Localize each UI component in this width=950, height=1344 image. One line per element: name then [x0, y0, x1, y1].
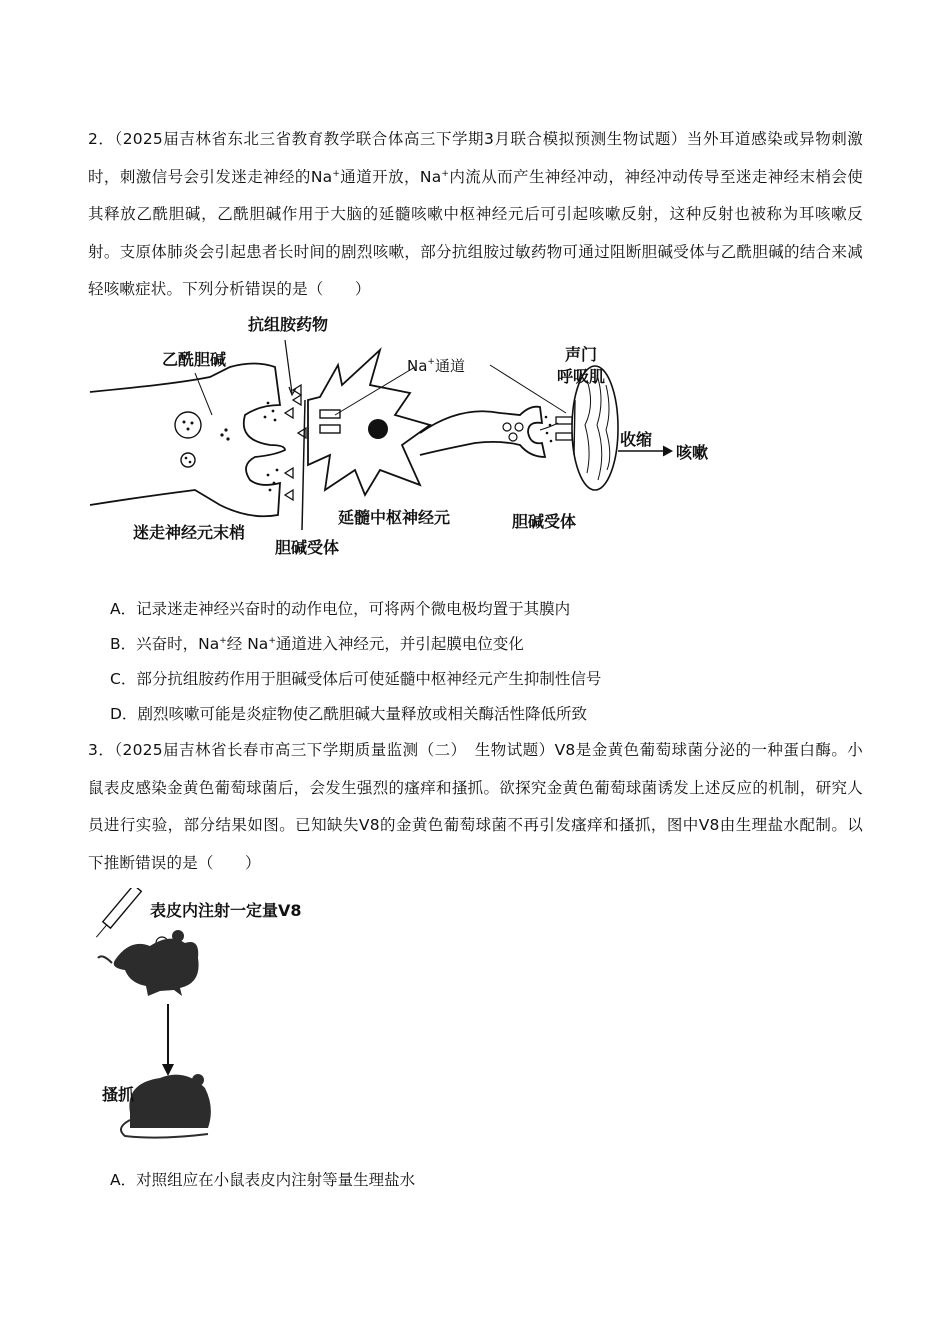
- medulla-neuron-label: 延髓中枢神经元: [338, 508, 451, 527]
- q2-option-b: B．兴奋时，Na+经 Na+通道进入神经元，并引起膜电位变化: [110, 635, 524, 653]
- q2-stem: 2．（2025届吉林省东北三省教育教学联合体高三下学期3月联合模拟预测生物试题）当外耳道感染或异物刺激时，刺激信号会引发迷走神经的Na+通道开放，Na+内流从而产生神经冲动，神经冲动传导至迷走神经末梢会使其释放乙酰胆碱，乙酰胆碱作用于大脑的延髓咳嗽中枢神经元后可引起咳嗽反射，这种反射也被称为耳咳嗽反射。支原体肺炎会引起患者长时间的剧烈咳嗽，部分抗组胺过敏药物可通过阻断胆碱受体与乙酰胆碱的结合来减轻咳嗽症状。下列分析错误的是（ ）: [88, 130, 864, 298]
- receptor-left-label: 胆碱受体: [275, 538, 340, 557]
- scratch-label: 搔抓: [102, 1085, 135, 1104]
- q3-stem: 3．（2025届吉林省长春市高三下学期质量监测（二） 生物试题）V8是金黄色葡萄球菌分泌的一种蛋白酶。小鼠表皮感染金黄色葡萄球菌后，会发生强烈的瘙痒和搔抓。欲探究金黄色葡萄球菌诱发上述反应的机制，研究人员进行实验，部分结果如图。已知缺失V8的金黄色葡萄球菌不再引发瘙痒和搔抓，图中V8由生理盐水配制。以下推断错误的是（ ）: [88, 741, 863, 872]
- q3-mouse-diagram: [90, 888, 350, 1143]
- injection-label: 表皮内注射一定量V8: [150, 901, 302, 920]
- q2-option-c: C．部分抗组胺药作用于胆碱受体后可使延髓中枢神经元产生抑制性信号: [110, 670, 602, 688]
- q3-option-a: A．对照组应在小鼠表皮内注射等量生理盐水: [110, 1171, 416, 1189]
- q2-number: 2．: [88, 130, 115, 148]
- antihistamine-label: 抗组胺药物: [248, 315, 329, 334]
- glottis-label: 声门: [565, 345, 598, 364]
- na-channel-label: Na+通道: [407, 357, 465, 375]
- q2-option-d: D．剧烈咳嗽可能是炎症物使乙酰胆碱大量释放或相关酶活性降低所致: [110, 705, 587, 723]
- q3-source: （2025届吉林省长春市高三下学期质量监测（二） 生物试题）: [114, 741, 555, 759]
- q2-option-a: A．记录迷走神经兴奋时的动作电位，可将两个微电极均置于其膜内: [110, 600, 571, 618]
- q2-neuron-diagram: [80, 305, 720, 570]
- q2-source: （2025届吉林省东北三省教育教学联合体高三下学期3月联合模拟预测生物试题）: [114, 130, 687, 148]
- contract-label: 收缩: [620, 430, 653, 449]
- q3-number: 3．: [88, 741, 115, 759]
- receptor-right-label: 胆碱受体: [512, 512, 577, 531]
- resp-muscle-label: 呼吸肌: [557, 367, 606, 386]
- vagus-ending-label: 迷走神经元末梢: [133, 523, 246, 542]
- cough-label: 咳嗽: [676, 443, 709, 462]
- acetylcholine-label: 乙酰胆碱: [162, 350, 227, 369]
